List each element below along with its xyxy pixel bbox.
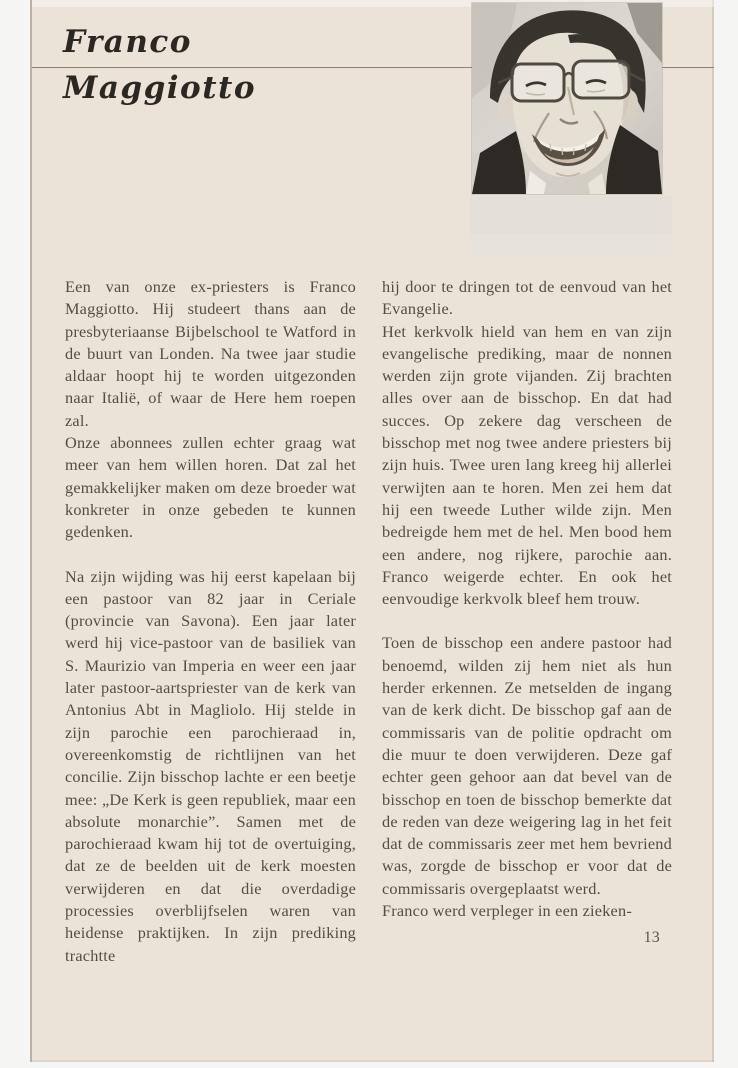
photo-scan-shadow-lower [470, 234, 672, 258]
paragraph: Het kerkvolk hield van hem en van zijn evangelische prediking, maar de nonnen werden zijn grote vijanden. Zij brachten alles over aan de bisschop. En dat had succes. Op zekere dag verscheen de bisschop met nog twee andere priesters bij zijn huis. Twee uren lang kreeg hij allerlei verwijten aan te horen. Men zei hem dat hij een tweede Luther wilde zijn. Men bedreigde hem met de hel. Men bood hem een andere, nog rijkere, parochie aan. Franco weigerde echter. En ook het eenvoudige kerkvolk bleef hem trouw. [382, 321, 672, 609]
paragraph: Een van onze ex-priesters is Franco Maggiotto. Hij studeert thans aan de presbyteriaanse Bijbelschool te Watford in de buurt van Londen. Na twee jaar studie aldaar hoopt hij te worden uitgezonden naar Italië, of waar de Here hem roepen zal. [65, 277, 356, 430]
portrait-photo [472, 3, 662, 194]
paragraph: Toen de bisschop een andere pastoor had benoemd, wilden zij hem niet als hun herder erkennen. Ze metselden de ingang van de kerk dicht. De bisschop gaf aan de commissaris van de politie opdracht om die muur te doen verwijderen. Deze gaf echter geen gehoor aan dat bevel van de bisschop en toen de bisschop bemerkte dat de reden van deze weigering lag in het feit dat de commissaris zeer met hem bevriend was, zorgde de bisschop er voor dat de commissaris overgeplaatst werd. [382, 633, 672, 898]
paragraph: Na zijn wijding was hij eerst kapelaan bij een pastoor van 82 jaar in Ceriale (provincie van Savona). Een jaar later werd hij vice-pastoor van de basiliek van S. Maurizio van Imperia en weer een jaar later pastoor-aartspriester van de kerk van Antonius Abt in Magliolo. Hij stelde in zijn parochie een parochieraad in, overeenkomstig de richtlijnen van het concilie. Zijn bisschop lachte er een beetje mee: „De Kerk is geen republiek, maar een absolute monarchie”. Samen met de parochieraad kwam hij tot de overtuiging, dat ze de beelden uit de kerk moesten verwijderen en dat die overdadige processies overblijfselen waren van heidense praktijken. In zijn prediking trachtte [65, 566, 356, 965]
photo-scan-shadow [470, 196, 672, 234]
paragraph: hij door te dringen tot de eenvoud van het Evangelie. [382, 277, 672, 319]
portrait-photo-illustration [472, 3, 662, 194]
paragraph: Franco werd verpleger in een zieken- [382, 901, 632, 921]
page-number: 13 [643, 929, 660, 947]
article-title [63, 24, 463, 106]
text-column-right [382, 276, 672, 950]
magazine-page [30, 0, 714, 1062]
article-title-line1: Franco [63, 24, 192, 60]
paragraph: Onze abonnees zullen echter graag wat meer van hem willen horen. Dat zal het gemakkelijker maken om deze broeder wat konkreter in onze gebeden te kunnen gedenken. [65, 433, 356, 542]
text-column-left [65, 276, 356, 967]
article-title-line2: Maggiotto [63, 70, 257, 106]
